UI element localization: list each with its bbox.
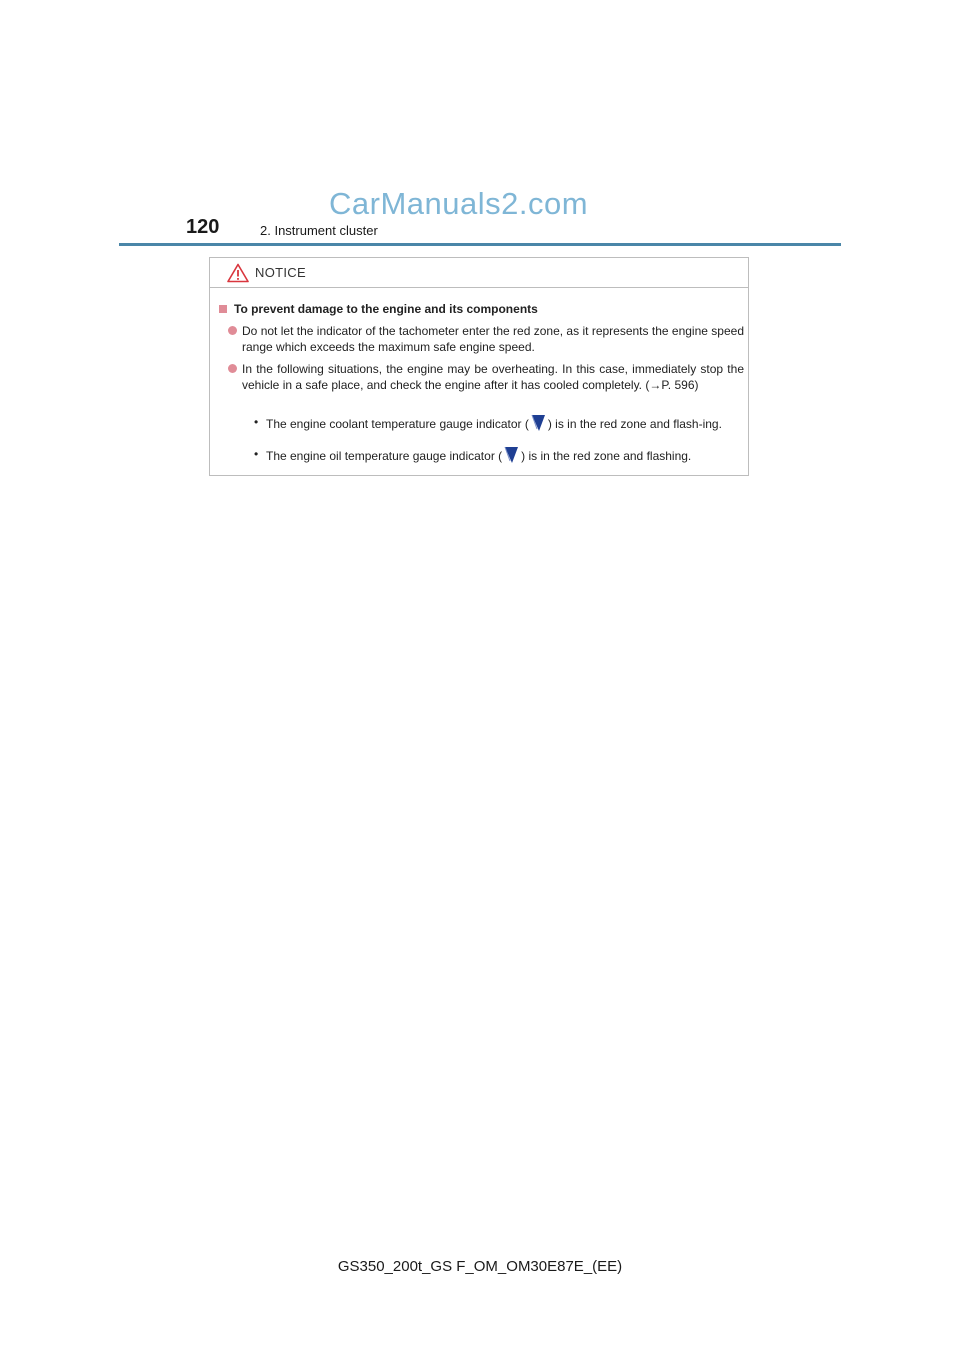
sub-item-text-start: The engine oil temperature gauge indicator ( xyxy=(266,449,503,463)
page-number: 120 xyxy=(186,216,220,238)
sub-item-text-end: ) is in the red zone and flash-ing. xyxy=(547,417,722,431)
circle-bullet-icon xyxy=(228,364,237,373)
list-item xyxy=(228,323,744,355)
watermark-text: CarManuals2.com xyxy=(329,186,589,221)
square-bullet-icon xyxy=(219,305,227,313)
sub-list-item xyxy=(254,446,744,464)
document-code: GS350_200t_GS F_OM_OM30E87E_(EE) xyxy=(337,1258,623,1275)
header-rule xyxy=(119,243,841,246)
sub-bullet-marker: • xyxy=(254,415,259,429)
notice-heading-text: To prevent damage to the engine and its components xyxy=(234,302,538,316)
sub-item-text-start: The engine coolant temperature gauge indicator ( xyxy=(266,417,529,431)
sub-list-item xyxy=(254,414,744,432)
bullet-text: In the following situations, the engine may be overheating. In this case, immediately stop the vehicle in a safe place, and check the engine after it has cooled completely. (→P. 596) xyxy=(242,362,744,392)
gauge-indicator-icon xyxy=(503,446,520,464)
notice-box xyxy=(209,257,749,476)
bullet-text: Do not let the indicator of the tachometer enter the red zone, as it represents the engine speed range which exceeds the maximum safe engine speed. xyxy=(242,324,744,354)
sub-bullet-marker: • xyxy=(254,447,259,461)
section-title: 2. Instrument cluster xyxy=(260,223,378,238)
notice-heading xyxy=(219,302,538,316)
warning-triangle-icon xyxy=(227,263,249,283)
notice-header xyxy=(210,258,748,288)
circle-bullet-icon xyxy=(228,326,237,335)
list-item xyxy=(228,361,744,393)
gauge-indicator-icon xyxy=(530,414,547,432)
sub-item-text xyxy=(266,446,744,464)
sub-item-text-end: ) is in the red zone and flashing. xyxy=(521,449,692,463)
notice-title: NOTICE xyxy=(255,265,306,280)
sub-item-text xyxy=(266,414,744,432)
